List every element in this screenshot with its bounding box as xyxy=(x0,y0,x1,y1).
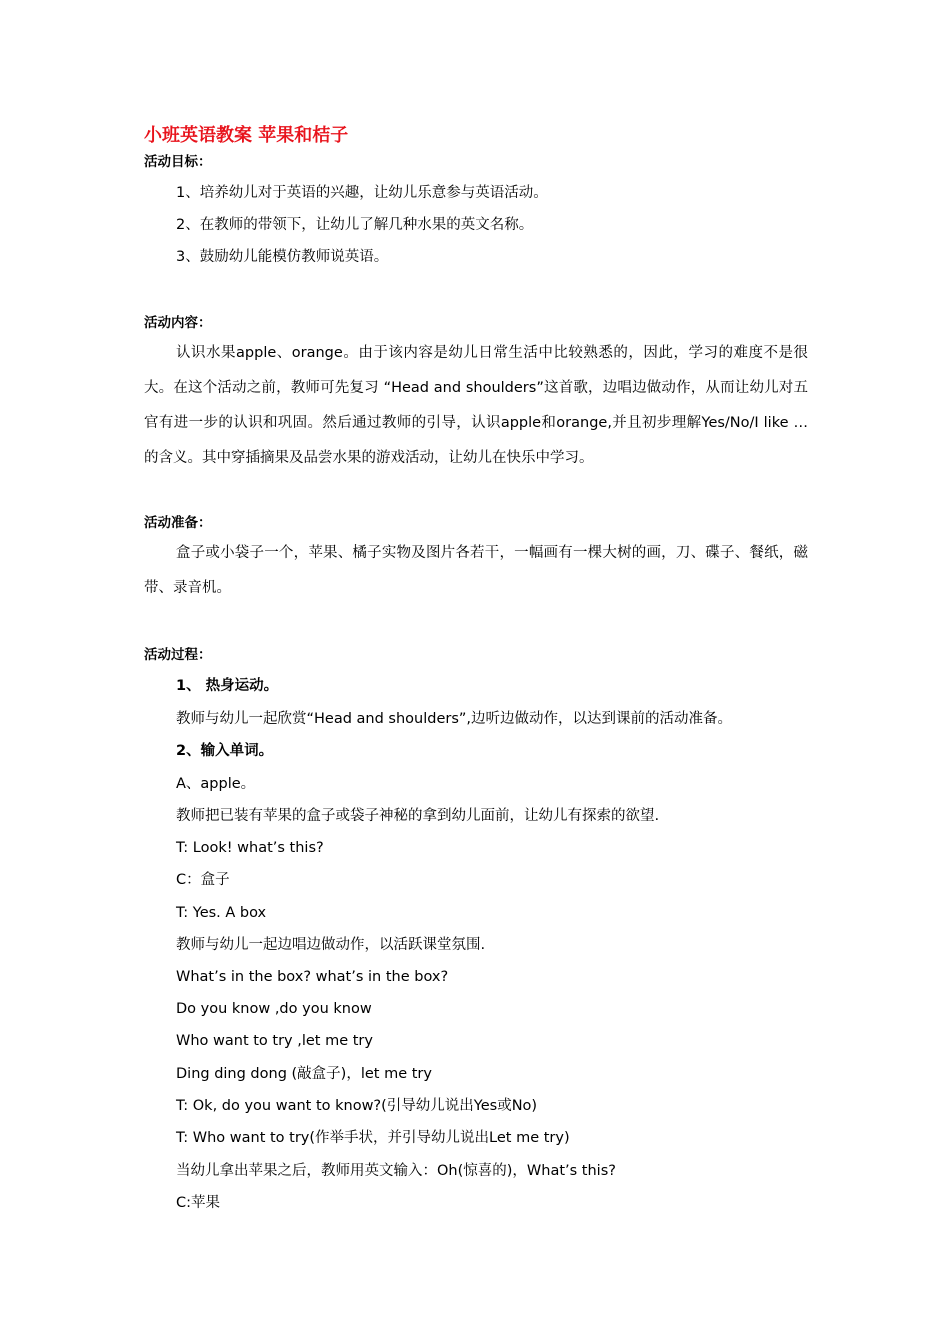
process-line: Do you know ,do you know xyxy=(176,1001,372,1017)
content-heading: 活动内容： xyxy=(144,315,212,331)
process-line: 当幼儿拿出苹果之后，教师用英文输入：Oh(惊喜的)，What’s this? xyxy=(176,1163,616,1179)
prep-paragraph: 盒子或小袋子一个，苹果、橘子实物及图片各若干，一幅画有一棵大树的画，刀、碟子、餐纸，磁带、录音机。 xyxy=(144,545,808,596)
process-line: T: Who want to try(作举手状，并引导幼儿说出Let me try) xyxy=(176,1130,570,1146)
process-line: Who want to try ,let me try xyxy=(176,1033,373,1049)
document-title: 小班英语教案 苹果和桔子 xyxy=(144,125,349,146)
process-line: C:苹果 xyxy=(176,1195,221,1211)
process-line: A、apple。 xyxy=(176,776,256,792)
process-step-heading: 2、输入单词。 xyxy=(176,743,274,759)
prep-heading: 活动准备： xyxy=(144,515,212,531)
goal-item: 2、在教师的带领下，让幼儿了解几种水果的英文名称。 xyxy=(176,217,534,233)
content-paragraph: 认识水果apple、orange。由于该内容是幼儿日常生活中比较熟悉的，因此，学习的难度不是很大。在这个活动之前，教师可先复习 “Head and shoulders”这首歌，边唱边做动作，从而让幼儿对五官有进一步的认识和巩固。然后通过教师的引导，认识apple和orange,并且初步理解Yes/No/I like …的含义。其中穿插摘果及品尝水果的游戏活动，让幼儿在快乐中学习。 xyxy=(144,345,808,466)
process-line: C：盒子 xyxy=(176,872,230,888)
process-heading: 活动过程： xyxy=(144,647,212,663)
process-line: T: Look! what’s this? xyxy=(176,840,324,856)
process-line: T: Ok, do you want to know?(引导幼儿说出Yes或No) xyxy=(176,1098,538,1114)
process-step-heading: 1、 热身运动。 xyxy=(176,678,279,694)
process-line: T: Yes. A box xyxy=(176,905,267,921)
process-line: 教师与幼儿一起边唱边做动作，以活跃课堂氛围. xyxy=(176,937,486,953)
process-line: 教师把已装有苹果的盒子或袋子神秘的拿到幼儿面前，让幼儿有探索的欲望. xyxy=(176,808,660,824)
process-line: What’s in the box? what’s in the box? xyxy=(176,969,449,985)
process-line: 教师与幼儿一起欣赏“Head and shoulders”,边听边做动作，以达到课前的活动准备。 xyxy=(176,711,733,727)
process-line: Ding ding dong (敲盒子)，let me try xyxy=(176,1066,432,1082)
goal-item: 1、培养幼儿对于英语的兴趣，让幼儿乐意参与英语活动。 xyxy=(176,185,548,201)
goals-heading: 活动目标： xyxy=(144,154,212,170)
goal-item: 3、鼓励幼儿能模仿教师说英语。 xyxy=(176,249,389,265)
